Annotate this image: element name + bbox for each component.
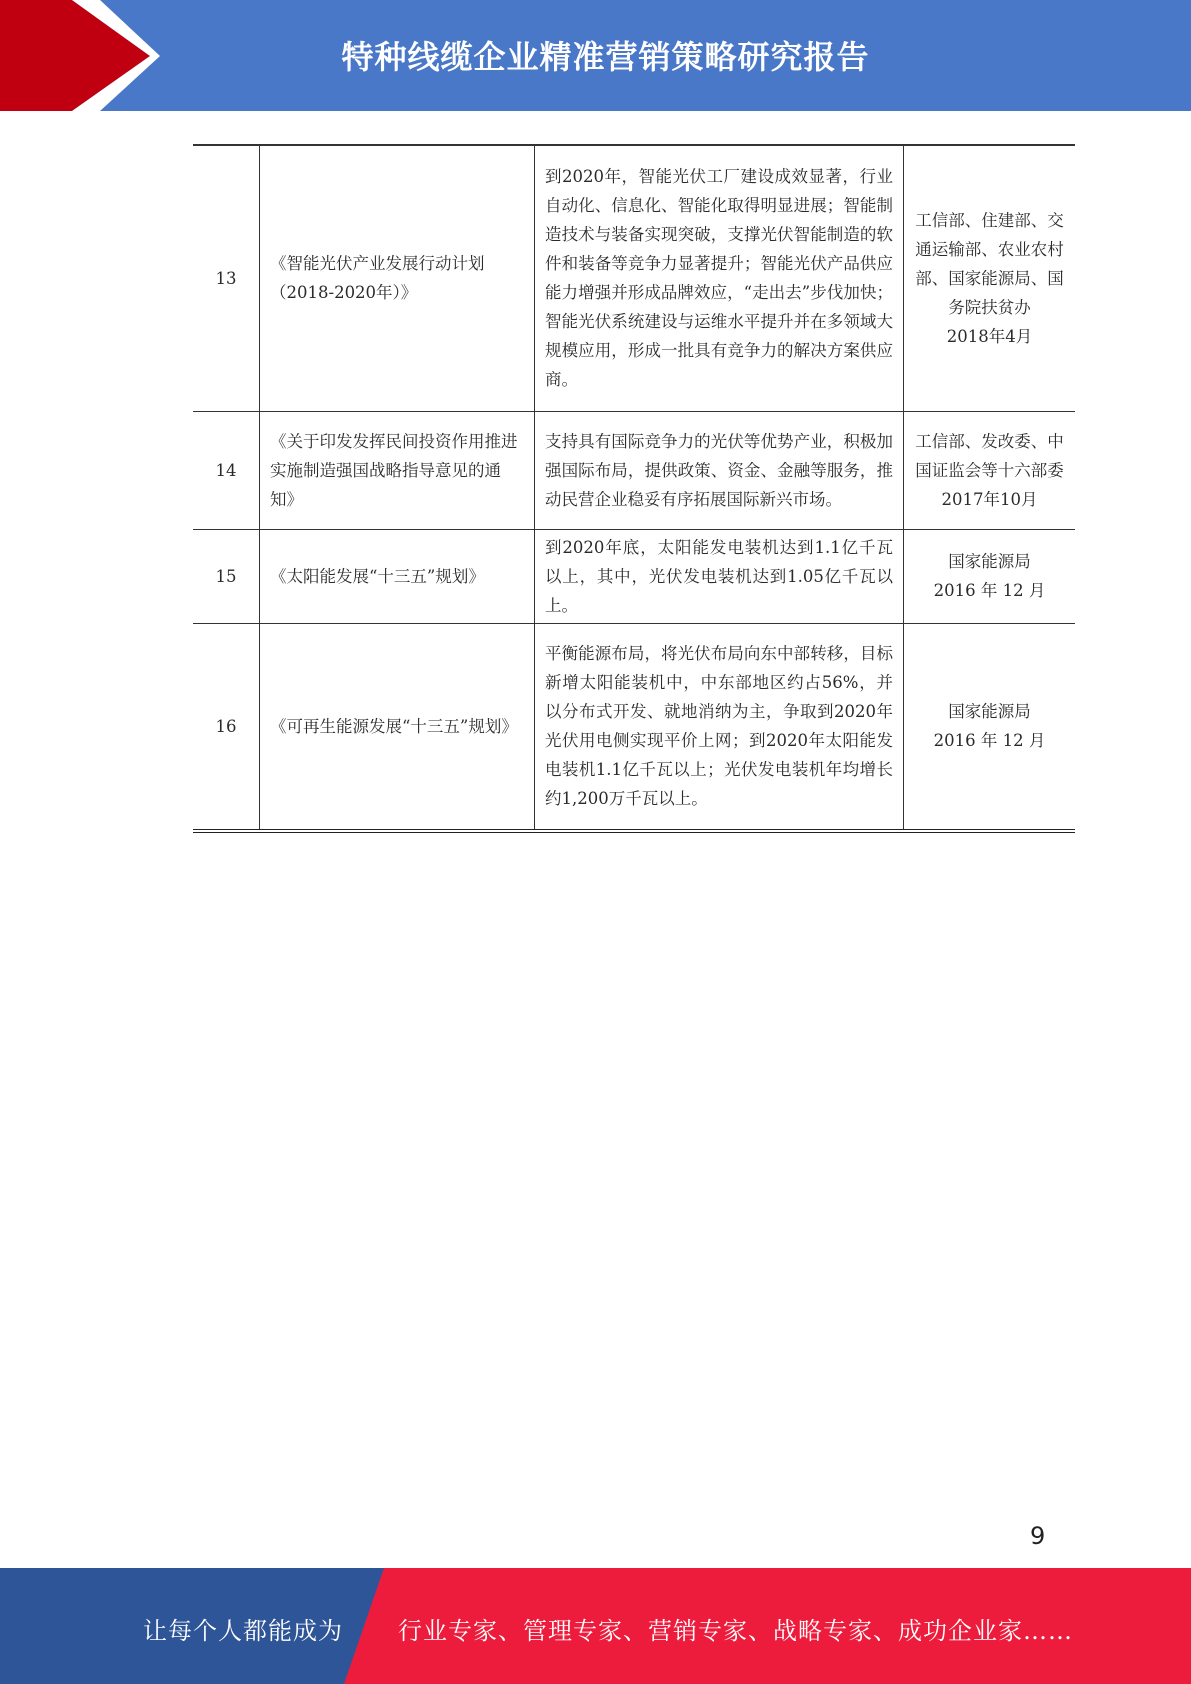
issuing-authority: 工信部、发改委、中国证监会等十六部委 2017年10月 [904,411,1076,529]
row-number: 13 [193,145,260,411]
document-title: 特种线缆企业精准营销策略研究报告 [341,38,870,76]
policy-content: 到2020年底，太阳能发电装机达到1.1亿千瓦以上，其中，光伏发电装机达到1.05亿千瓦以上。 [535,529,904,623]
table-row [193,145,1075,411]
row-number: 14 [193,411,260,529]
table-row [193,529,1075,623]
table-row [193,623,1075,831]
policy-table [193,144,1075,833]
issuing-authority: 国家能源局 2016 年 12 月 [904,529,1076,623]
footer-slogan-left: 让每个人都能成为 [143,1617,343,1645]
policy-name: 《可再生能源发展“十三五”规划》 [260,623,535,831]
row-number: 16 [193,623,260,831]
policy-name: 《智能光伏产业发展行动计划（2018-2020年）》 [260,145,535,411]
page-footer [0,1568,1191,1684]
page-number: 9 [1030,1522,1046,1550]
policy-content: 到2020年，智能光伏工厂建设成效显著，行业自动化、信息化、智能化取得明显进展；智能制造技术与装备实现突破，支撑光伏智能制造的软件和装备等竞争力显著提升；智能光伏产品供应能力增强并形成品牌效应，“走出去”步伐加快；智能光伏系统建设与运维水平提升并在多领域大规模应用，形成一批具有竞争力的解决方案供应商。 [535,145,904,411]
issuing-authority: 国家能源局 2016 年 12 月 [904,623,1076,831]
policy-content: 支持具有国际竞争力的光伏等优势产业，积极加强国际布局，提供政策、资金、金融等服务，推动民营企业稳妥有序拓展国际新兴市场。 [535,411,904,529]
table-row [193,411,1075,529]
page-header [0,0,1191,111]
row-number: 15 [193,529,260,623]
policy-name: 《太阳能发展“十三五”规划》 [260,529,535,623]
footer-slogan-right: 行业专家、管理专家、营销专家、战略专家、成功企业家…… [398,1617,1073,1645]
issuing-authority: 工信部、住建部、交通运输部、农业农村部、国家能源局、国务院扶贫办 2018年4月 [904,145,1076,411]
policy-content: 平衡能源布局，将光伏布局向东中部转移，目标新增太阳能装机中，中东部地区约占56%，并以分布式开发、就地消纳为主，争取到2020年光伏用电侧实现平价上网；到2020年太阳能发电装机1.1亿千瓦以上；光伏发电装机年均增长约1,200万千瓦以上。 [535,623,904,831]
policy-name: 《关于印发发挥民间投资作用推进实施制造强国战略指导意见的通知》 [260,411,535,529]
